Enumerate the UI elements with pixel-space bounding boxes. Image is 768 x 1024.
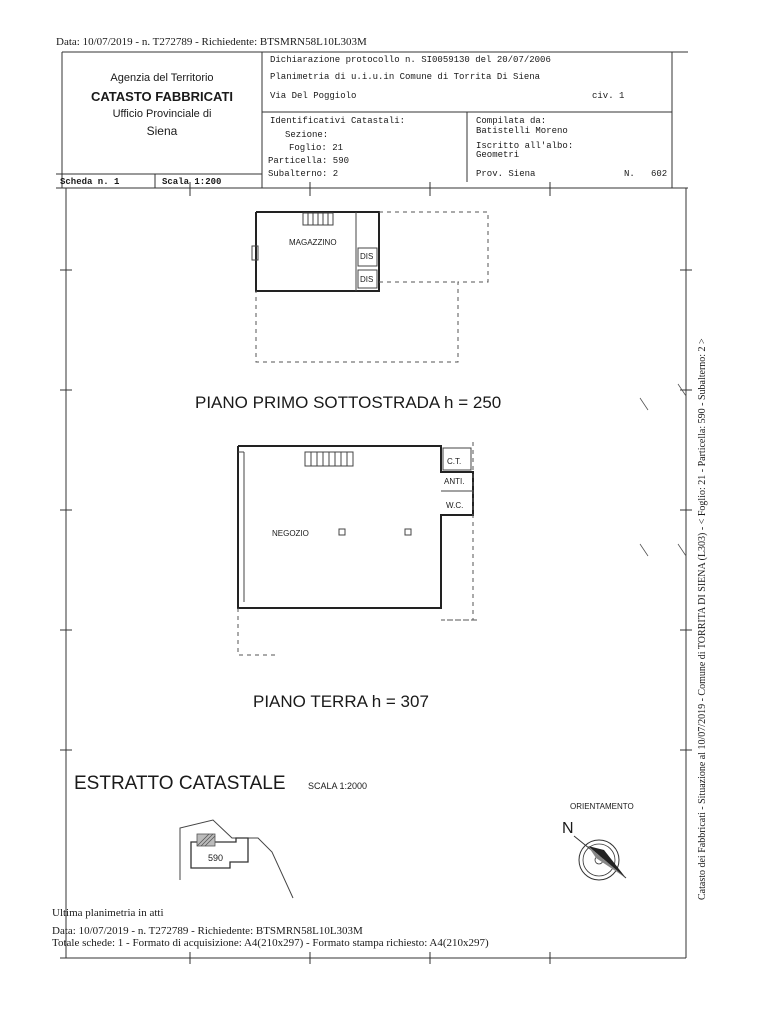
parcel-number: 590 (208, 853, 224, 863)
protocol-declaration: Dichiarazione protocollo n. SI0059130 del 20/07/2006 (270, 55, 551, 65)
agency-city: Siena (146, 124, 178, 138)
footer-last-plan: Ultima planimetria in atti (52, 907, 164, 919)
cadastral-extract-map (180, 820, 293, 898)
identifier-subalterno: Subalterno: 2 (268, 169, 339, 179)
compiled-title: Compilata da: (476, 116, 547, 126)
footer-request: Data: 10/07/2019 - n. T272789 - Richiedente: BTSMRN58L10L303M (52, 925, 363, 937)
room-label-ct: C.T. (447, 457, 462, 466)
side-note: Catasto dei Fabbricati - Situazione al 10/07/2019 - Comune di TORRITA DI SIENA (L303) - < Foglio: 21 - Particella: 590 - Subalterno: 2 > (697, 338, 708, 900)
agency-office: Ufficio Provinciale di (112, 108, 212, 120)
ground-floor-title: PIANO TERRA h = 307 (253, 692, 429, 711)
basement-plan (252, 212, 488, 362)
identifiers-title: Identificativi Catastali: (270, 116, 406, 126)
north-label: N (562, 820, 574, 837)
basement-floor-title: PIANO PRIMO SOTTOSTRADA h = 250 (195, 393, 502, 412)
identifier-particella: Particella: 590 (268, 156, 350, 166)
plan-scale: Scala 1:200 (162, 177, 222, 187)
compiled-profession: Geometri (476, 150, 520, 160)
ground-plan (238, 442, 478, 655)
protocol-civ: civ. 1 (592, 91, 625, 101)
agency-registry: CATASTO FABBRICATI (90, 89, 234, 104)
compiled-name: Batistelli Moreno (476, 126, 568, 136)
compiled-number: N. 602 (624, 169, 668, 179)
room-label-anti: ANTI. (444, 477, 465, 486)
room-label-magazzino: MAGAZZINO (289, 238, 337, 247)
identifier-sezione: Sezione: (285, 130, 329, 140)
protocol-plan: Planimetria di u.i.u.in Comune di Torrita Di Siena (270, 72, 541, 82)
extract-title: ESTRATTO CATASTALE (74, 773, 286, 794)
extract-scale: SCALA 1:2000 (308, 781, 368, 791)
scheda-number: Scheda n. 1 (60, 177, 120, 187)
room-label-wc: W.C. (446, 501, 464, 510)
agency-name: Agenzia del Territorio (110, 72, 214, 84)
room-label-negozio: NEGOZIO (272, 529, 309, 538)
identifier-foglio: Foglio: 21 (289, 143, 344, 153)
orientation-label: ORIENTAMENTO (570, 802, 634, 811)
footer-format: Totale schede: 1 - Formato di acquisizione: A4(210x297) - Formato stampa richiesto: A4(210x297) (52, 937, 489, 949)
print-header: Data: 10/07/2019 - n. T272789 - Richiedente: BTSMRN58L10L303M (56, 36, 367, 48)
compiled-albo: Iscritto all'albo: (476, 141, 574, 151)
room-label-dis-2: DIS (360, 275, 374, 284)
protocol-street: Via Del Poggiolo (270, 91, 357, 101)
compiled-province: Prov. Siena (476, 169, 536, 179)
room-label-dis-1: DIS (360, 252, 374, 261)
compass-icon (574, 836, 626, 880)
